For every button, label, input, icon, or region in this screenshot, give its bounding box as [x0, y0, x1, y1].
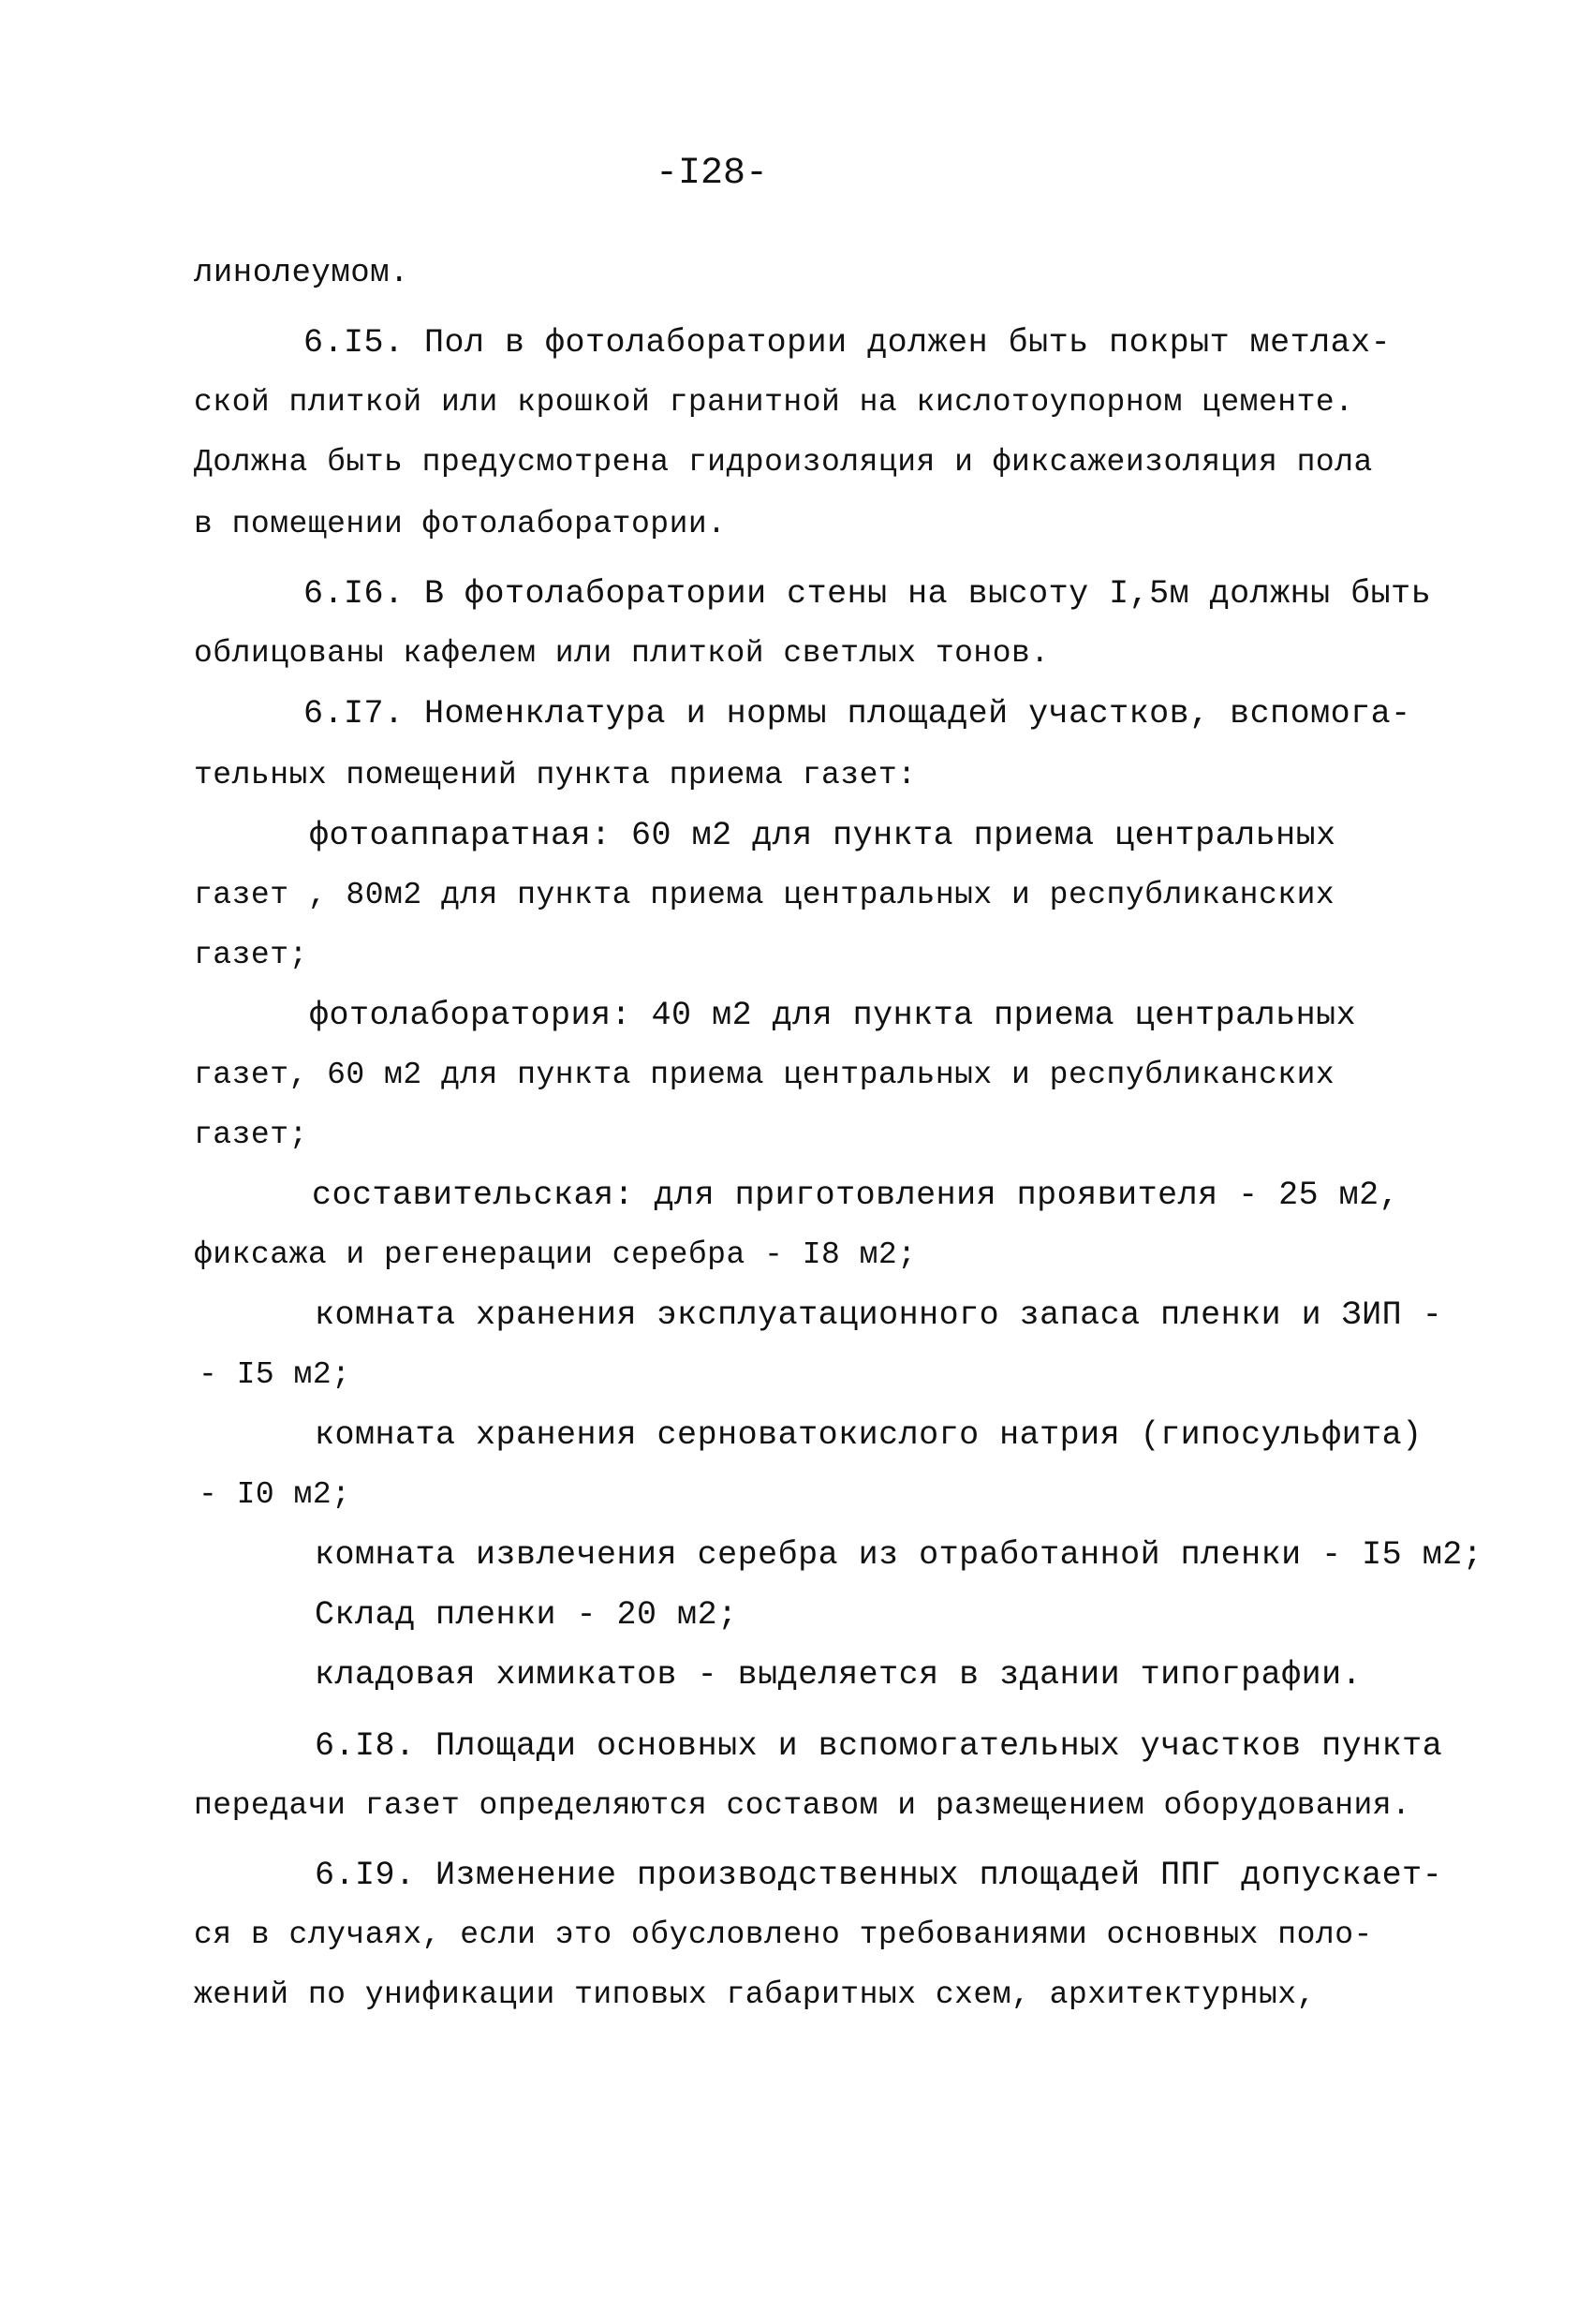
text-line: Склад пленки - 20 м2;	[315, 1596, 738, 1634]
text-line: Должна быть предусмотрена гидроизоляция и фиксажеизоляция пола	[194, 445, 1373, 480]
text-line: в помещении фотолаборатории.	[194, 507, 727, 541]
text-line: фиксажа и регенерации серебра - I8 м2;	[194, 1237, 917, 1272]
text-line: газет, 60 м2 для пункта приема центральных и республиканских	[194, 1058, 1335, 1092]
text-line: комната хранения серноватокислого натрия (гипосульфита)	[315, 1416, 1423, 1454]
text-line: комната извлечения серебра из отработанной пленки - I5 м2;	[315, 1536, 1483, 1574]
text-line: составительская: для приготовления проявителя - 25 м2,	[312, 1177, 1400, 1214]
text-line: - I5 м2;	[199, 1357, 351, 1392]
text-line: жений по унификации типовых габаритных схем, архитектурных,	[194, 1977, 1316, 2012]
text-line: облицованы кафелем или плиткой светлых тонов.	[194, 636, 1050, 671]
text-line: газет;	[194, 1118, 308, 1152]
text-line: тельных помещений пункта приема газет:	[194, 758, 917, 792]
text-line: фотоаппаратная: 60 м2 для пункта приема центральных	[309, 817, 1336, 854]
page-number: -I28-	[656, 153, 769, 195]
text-line: 6.I8. Площади основных и вспомогательных участков пункта	[315, 1727, 1443, 1765]
text-line: ся в случаях, если это обусловлено требованиями основных поло-	[194, 1917, 1373, 1952]
text-line: 6.I7. Номенклатура и нормы площадей участков, вспомога-	[303, 695, 1411, 733]
text-line: передачи газет определяются составом и размещением оборудования.	[194, 1788, 1411, 1823]
text-line: 6.I6. В фотолаборатории стены на высоту I,5м должны быть	[303, 575, 1432, 613]
text-line: ской плиткой или крошкой гранитной на кислотоупорном цементе.	[194, 385, 1354, 420]
text-line: газет , 80м2 для пункта приема центральных и республиканских	[194, 878, 1335, 912]
text-line: фотолаборатория: 40 м2 для пункта приема центральных	[309, 997, 1357, 1034]
text-line: - I0 м2;	[199, 1477, 351, 1512]
text-line: 6.I5. Пол в фотолаборатории должен быть покрыт метлах-	[303, 324, 1392, 362]
text-line: комната хранения эксплуатационного запаса пленки и ЗИП -	[315, 1296, 1443, 1334]
text-line: 6.I9. Изменение производственных площадей ППГ допускает-	[315, 1857, 1443, 1894]
text-line: линолеумом.	[194, 256, 409, 291]
text-line: газет;	[194, 938, 308, 972]
text-line: кладовая химикатов - выделяется в здании типографии.	[315, 1656, 1363, 1694]
